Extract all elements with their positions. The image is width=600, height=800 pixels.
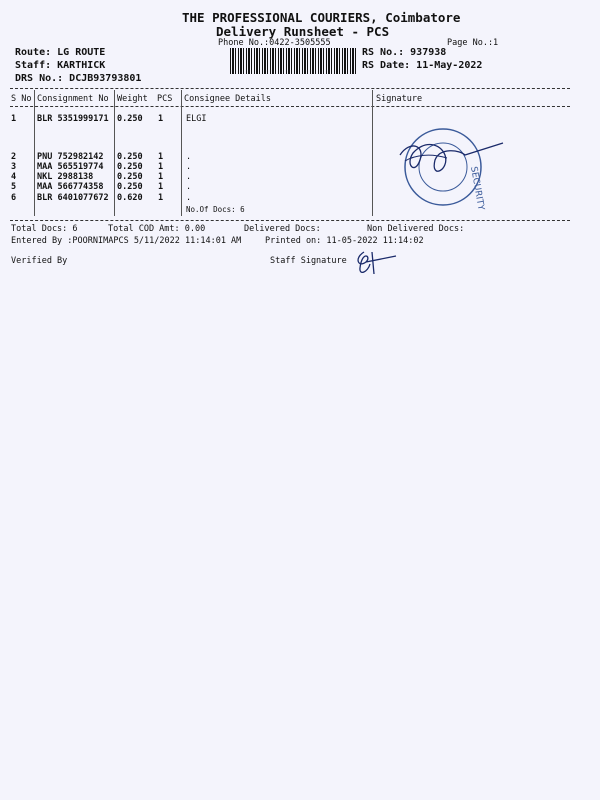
page-number: Page No.:1 [447,38,499,48]
row-consignment: PNU 752982142 [37,152,104,162]
row-consignee: . [186,182,192,192]
row-consignment: MAA 565519774 [37,162,104,172]
header-weight: Weight [117,94,148,104]
row-pcs: 1 [158,193,164,203]
rs-number: RS No.: 937938 [362,47,447,58]
column-divider [34,90,35,216]
row-consignee: . [186,193,192,203]
row-consignment: NKL 2988138 [37,172,94,182]
header-pcs: PCS [157,94,173,104]
row-pcs: 1 [158,172,164,182]
stamp-text: SECURITY [468,165,486,212]
header-consignee: Consignee Details [184,94,271,104]
row-sno: 2 [11,152,17,162]
row-consignee: . [186,162,192,172]
row-consignment: MAA 566774358 [37,182,104,192]
row-consignee: . [186,172,192,182]
row-weight: 0.250 [117,152,143,162]
row-sno: 4 [11,172,17,182]
column-divider [372,90,373,216]
entered-by: Entered By :POORNIMAPCS 5/11/2022 11:14:01 AM [11,236,242,246]
row-sno: 1 [11,114,17,124]
row-pcs: 1 [158,152,164,162]
barcode [230,48,356,74]
delivered-docs: Delivered Docs: [244,224,321,234]
row-weight: 0.250 [117,114,143,124]
staff-signature [352,248,402,280]
row-weight: 0.250 [117,182,143,192]
verified-by: Verified By [11,256,68,266]
company-name: THE PROFESSIONAL COURIERS, Coimbatore [182,10,461,25]
total-docs: Total Docs: 6 [11,224,78,234]
row-pcs: 1 [158,162,164,172]
security-stamp-signature [385,125,510,215]
header-signature: Signature [376,94,423,104]
column-divider [181,90,182,216]
row-consignee: . [186,152,192,162]
footer-top-rule [10,220,570,221]
row-consignee: ELGI [186,114,207,124]
table-top-rule [10,88,570,89]
no-of-docs: No.Of Docs: 6 [186,205,245,214]
printed-on: Printed on: 11-05-2022 11:14:02 [265,236,424,246]
row-consignment: BLR 5351999171 [37,114,109,124]
row-sno: 5 [11,182,17,192]
drs-number: DRS No.: DCJB93793801 [15,73,142,84]
header-sno: S No [11,94,32,104]
rs-date: RS Date: 11-May-2022 [362,60,483,71]
row-sno: 6 [11,193,17,203]
phone-number: Phone No.:0422-3505555 [218,38,331,48]
staff-signature-label: Staff Signature [270,256,347,266]
header-consignment: Consignment No [37,94,109,104]
staff-label: Staff: KARTHICK [15,60,106,71]
non-delivered-docs: Non Delivered Docs: [367,224,465,234]
row-consignment: BLR 6401077672 [37,193,109,203]
table-header-rule [10,106,570,107]
route-label: Route: LG ROUTE [15,47,106,58]
row-weight: 0.250 [117,172,143,182]
row-pcs: 1 [158,182,164,192]
row-pcs: 1 [158,114,164,124]
row-sno: 3 [11,162,17,172]
document-title: Delivery Runsheet - PCS [216,24,390,39]
total-cod-amount: Total COD Amt: 0.00 [108,224,206,234]
column-divider [114,90,115,216]
row-weight: 0.620 [117,193,143,203]
row-weight: 0.250 [117,162,143,172]
